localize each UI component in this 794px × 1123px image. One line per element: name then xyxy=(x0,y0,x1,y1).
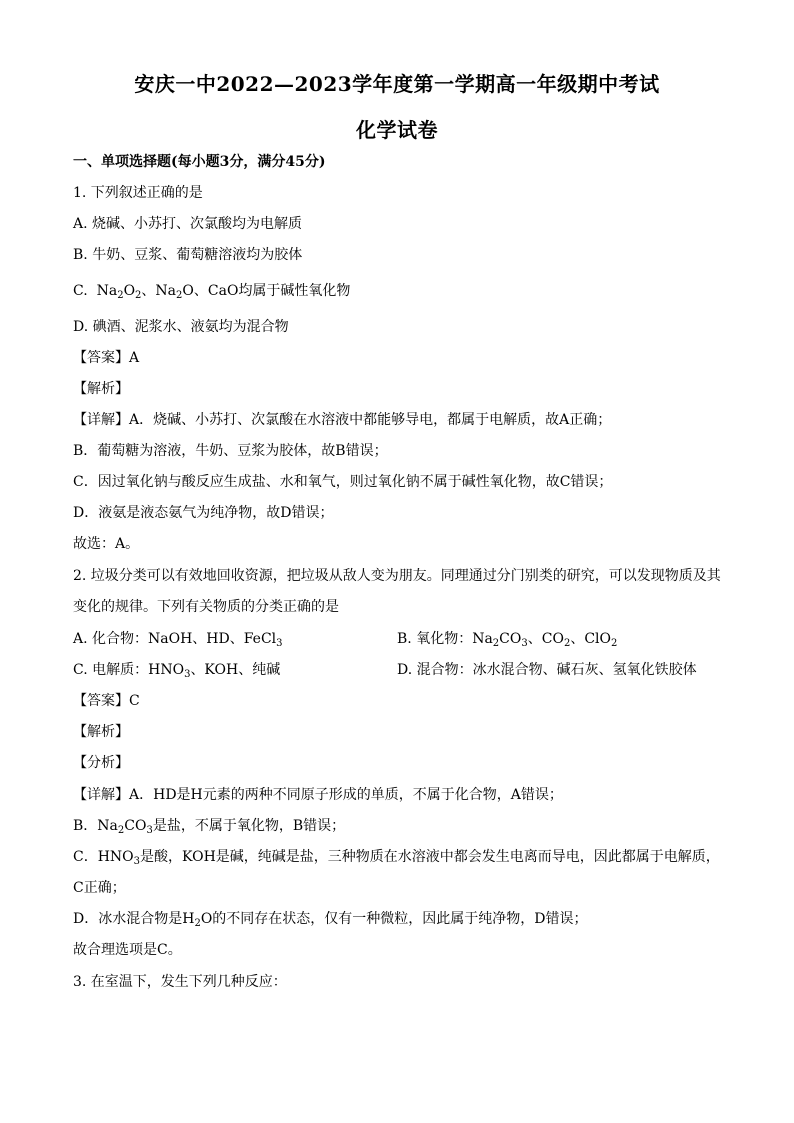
question-2-option-a: A. 化合物：NaOH、HD、FeCl$_3$ xyxy=(73,631,283,649)
question-2-stem-line-1: 2. 垃圾分类可以有效地回收资源，把垃圾从敌人变为朋友。同理通过分门别类的研究，可以发现物质及其 xyxy=(73,568,721,584)
question-1-detail-1: 【详解】A．烧碱、小苏打、次氯酸在水溶液中都能够导电，都属于电解质，故A正确； xyxy=(73,412,612,428)
question-2-stem-line-2: 变化的规律。下列有关物质的分类正确的是 xyxy=(73,599,339,615)
question-2-detail-3: C．$HNO_3$是酸，KOH是碱，纯碱是盐，三种物质在水溶液中都会发生电离而导电，因此都属于电解质， xyxy=(73,849,720,867)
question-1-answer: 【答案】A xyxy=(73,350,140,366)
question-1-option-b: B. 牛奶、豆浆、葡萄糖溶液均为胶体 xyxy=(73,247,303,263)
page-subtitle: 化学试卷 xyxy=(356,118,438,142)
question-1-analysis-label: 【解析】 xyxy=(73,381,129,397)
question-2-analysis-sub-label: 【分析】 xyxy=(73,755,129,771)
question-2-option-b: B. 氧化物：$Na_2CO_3$、$CO_2$、ClO$_2$ xyxy=(397,631,618,649)
question-1-stem: 1. 下列叙述正确的是 xyxy=(73,185,203,201)
question-1-option-d: D. 碘酒、泥浆水、液氨均为混合物 xyxy=(73,319,289,335)
question-1-option-c: C. $Na_2O_2$、$Na_2O$、CaO均属于碱性氧化物 xyxy=(73,283,351,301)
question-2-analysis-label: 【解析】 xyxy=(73,724,129,740)
section-heading: 一、单项选择题(每小题3分，满分45分) xyxy=(73,154,326,170)
question-2-option-d: D. 混合物：冰水混合物、碱石灰、氢氧化铁胶体 xyxy=(397,662,697,678)
question-1-option-a: A. 烧碱、小苏打、次氯酸均为电解质 xyxy=(73,216,303,232)
question-1-conclusion: 故选：A。 xyxy=(73,536,140,552)
question-1-detail-2: B．葡萄糖为溶液，牛奶、豆浆为胶体，故B错误； xyxy=(73,443,388,459)
page-title: 安庆一中2022—2023学年度第一学期高一年级期中考试 xyxy=(134,72,660,96)
question-3-stem: 3. 在室温下，发生下列几种反应： xyxy=(73,974,287,990)
question-2-answer: 【答案】C xyxy=(73,693,140,709)
question-1-detail-3: C．因过氧化钠与酸反应生成盐、水和氧气，则过氧化钠不属于碱性氧化物，故C错误； xyxy=(73,474,613,490)
question-2-detail-3-continued: C正确； xyxy=(73,880,126,896)
question-2-option-c: C. 电解质：$HNO_3$、KOH、纯碱 xyxy=(73,662,281,680)
question-2-detail-2: B．$Na_2CO_3$是盐，不属于氧化物，B错误； xyxy=(73,818,346,836)
question-1-detail-4: D．液氨是液态氨气为纯净物，故D错误； xyxy=(73,505,334,521)
question-2-detail-1: 【详解】A．HD是H元素的两种不同原子形成的单质，不属于化合物，A错误； xyxy=(73,787,563,803)
question-2-conclusion: 故合理选项是C。 xyxy=(73,942,182,958)
question-2-detail-4: D．冰水混合物是$H_2O$的不同存在状态，仅有一种微粒，因此属于纯净物，D错误； xyxy=(73,911,588,929)
